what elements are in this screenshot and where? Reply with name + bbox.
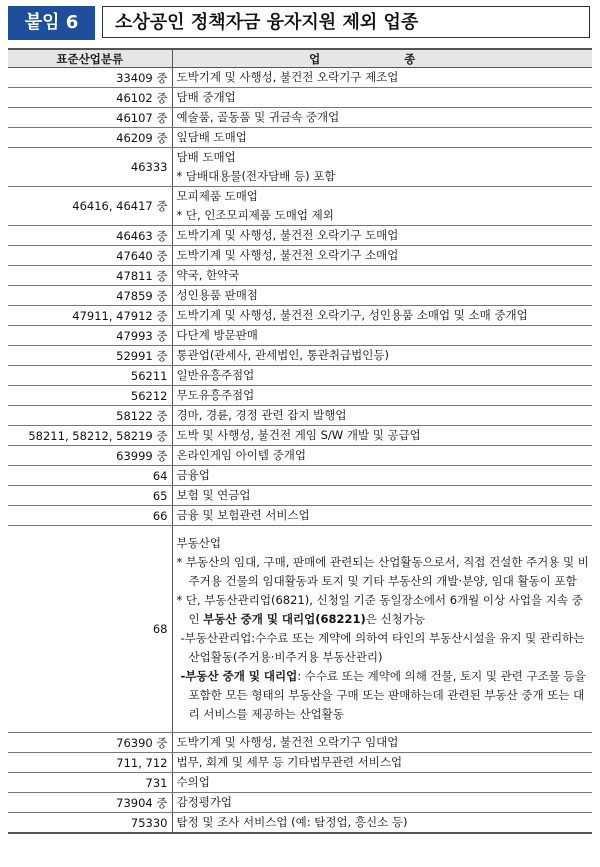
table-row — [8, 406, 592, 426]
table-row — [8, 793, 592, 813]
industry-code: 66 — [8, 506, 172, 526]
industry-name: 금융 및 보험관련 서비스업 — [176, 508, 310, 522]
table-row — [8, 226, 592, 246]
industry-note-exception — [177, 591, 593, 629]
industry-description — [172, 346, 592, 366]
industry-description — [172, 506, 592, 526]
table-row — [8, 108, 592, 128]
table-row — [8, 466, 592, 486]
excluded-industries-table — [8, 48, 592, 834]
industry-description — [172, 266, 592, 286]
industry-code: 68 — [8, 526, 172, 733]
industry-code: 46107 중 — [8, 108, 172, 128]
industry-description — [172, 68, 592, 88]
industry-description — [172, 793, 592, 813]
table-row — [8, 246, 592, 266]
page-title: 소상공인 정책자금 융자지원 제외 업종 — [102, 6, 590, 38]
industry-name: 경마, 경륜, 경정 관련 잡지 발행업 — [176, 408, 347, 422]
industry-code: 47911, 47912 중 — [8, 306, 172, 326]
table-row — [8, 386, 592, 406]
industry-name: 담배 도매업 — [176, 150, 236, 164]
industry-name: 도박기계 및 사행성, 불건전 오락기구 소매업 — [176, 248, 399, 262]
industry-description — [172, 773, 592, 793]
industry-name: 탐정 및 조사 서비스업 (예: 탐정업, 흥신소 등) — [176, 815, 408, 829]
industry-description — [172, 753, 592, 773]
industry-description — [172, 226, 592, 246]
industry-description — [172, 386, 592, 406]
table-row — [8, 346, 592, 366]
table-row — [8, 68, 592, 88]
industry-name: 일반유흥주점업 — [176, 368, 255, 382]
industry-description — [172, 128, 592, 148]
industry-name: 무도유흥주점업 — [176, 388, 255, 402]
industry-name: 수의업 — [176, 775, 210, 789]
table-row — [8, 128, 592, 148]
industry-name: 담배 중개업 — [176, 90, 236, 104]
page-header — [8, 6, 592, 40]
industry-description — [172, 466, 592, 486]
industry-code: 47859 중 — [8, 286, 172, 306]
industry-description — [172, 406, 592, 426]
industry-description — [172, 733, 592, 753]
industry-code: 63999 중 — [8, 446, 172, 466]
table-row — [8, 88, 592, 108]
industry-name: 모피제품 도매업 — [176, 189, 258, 203]
industry-code: 65 — [8, 486, 172, 506]
industry-name: 도박기계 및 사행성, 불건전 오락기구 제조업 — [176, 70, 399, 84]
industry-code: 56211 — [8, 366, 172, 386]
column-header-code: 표준산업분류 — [8, 49, 172, 68]
table-row — [8, 306, 592, 326]
industry-name: 도박 및 사행성, 불건전 게임 S/W 개발 및 공급업 — [176, 428, 421, 442]
industry-description — [172, 286, 592, 306]
detail-bold-text: -부동산 중개 및 대리업 — [180, 669, 298, 683]
industry-description — [172, 108, 592, 128]
industry-code: 58122 중 — [8, 406, 172, 426]
industry-code: 711, 712 — [8, 753, 172, 773]
industry-code: 52991 중 — [8, 346, 172, 366]
industry-note: * 부동산의 임대, 구매, 판매에 관련되는 산업활동으로서, 직접 건설한 주거용 및 비주거용 건물의 임대활동과 토지 및 기타 부동산의 개발·분양, 임대 활동이 포함 — [176, 555, 589, 588]
table-row — [8, 446, 592, 466]
industry-code: 64 — [8, 466, 172, 486]
industry-code: 47993 중 — [8, 326, 172, 346]
industry-name: 잎담배 도매업 — [176, 130, 247, 144]
industry-note: * 단, 인조모피제품 도매업 제외 — [176, 208, 334, 222]
table-row — [8, 486, 592, 506]
industry-code: 33409 중 — [8, 68, 172, 88]
industry-description — [172, 446, 592, 466]
industry-description — [172, 187, 592, 226]
industry-code: 73904 중 — [8, 793, 172, 813]
industry-code: 75330 — [8, 813, 172, 834]
industry-code: 46463 중 — [8, 226, 172, 246]
industry-note: * 담배대용물(전자담배 등) 포함 — [176, 169, 336, 183]
industry-code: 76390 중 — [8, 733, 172, 753]
industry-name: 보험 및 연금업 — [176, 488, 251, 502]
industry-description — [172, 366, 592, 386]
industry-detail: -부동산관리업:수수료 또는 계약에 의하여 타인의 부동산시설을 유지 및 관리하는 산업활동(주거용·비주거용 부동산관리) — [180, 631, 585, 664]
industry-description — [172, 246, 592, 266]
industry-description — [172, 813, 592, 834]
industry-name: 금융업 — [176, 468, 210, 482]
industry-name: 성인용품 판매점 — [176, 288, 258, 302]
industry-name: 예술품, 골동품 및 귀금속 중개업 — [176, 110, 340, 124]
table-row — [8, 773, 592, 793]
industry-code: 46102 중 — [8, 88, 172, 108]
table-header-row — [8, 49, 592, 68]
industry-description — [172, 326, 592, 346]
industry-description — [172, 306, 592, 326]
industry-code: 731 — [8, 773, 172, 793]
industry-description — [172, 486, 592, 506]
industry-name: 감정평가업 — [176, 795, 233, 809]
table-row — [8, 187, 592, 226]
table-row — [8, 753, 592, 773]
industry-name: 다단계 방문판매 — [176, 328, 258, 342]
industry-description — [172, 526, 592, 733]
table-row — [8, 286, 592, 306]
table-row — [8, 813, 592, 834]
industry-name: 도박기계 및 사행성, 불건전 오락기구, 성인용품 소매업 및 소매 중개업 — [176, 308, 528, 322]
industry-name: 부동산업 — [176, 536, 221, 550]
table-row — [8, 366, 592, 386]
industry-code: 58211, 58212, 58219 중 — [8, 426, 172, 446]
industry-code: 56212 — [8, 386, 172, 406]
industry-name: 통관업(관세사, 관세법인, 통관취급법인등) — [176, 348, 389, 362]
table-row — [8, 326, 592, 346]
industry-name: 약국, 한약국 — [176, 268, 240, 282]
detail-text: : 수수료 또는 계약에 의해 건물, 토지 및 관련 구조물 등을 포함한 모든 형태의 부동산을 구매 또는 판매하는데 관련된 부동산 중개 또는 대리 서비스를 제공하는 산업활동 — [188, 669, 586, 721]
industry-description — [172, 148, 592, 187]
industry-code: 47811 중 — [8, 266, 172, 286]
industry-code: 47640 중 — [8, 246, 172, 266]
industry-name: 법무, 회계 및 세무 등 기타법무관련 서비스업 — [176, 755, 403, 769]
industry-description — [172, 426, 592, 446]
note-bold-text: 부동산 중개 및 대리업(68221) — [203, 612, 366, 626]
table-row — [8, 148, 592, 187]
industry-code: 46416, 46417 중 — [8, 187, 172, 226]
industry-name: 도박기계 및 사행성, 불건전 오락기구 도매업 — [176, 228, 399, 242]
column-header-industry: 업 종 — [172, 49, 592, 68]
industry-description — [172, 88, 592, 108]
attachment-badge: 붙임 6 — [8, 6, 95, 40]
table-row — [8, 506, 592, 526]
table-row — [8, 426, 592, 446]
industry-code: 46333 — [8, 148, 172, 187]
industry-detail — [177, 667, 593, 724]
note-text: * 단, 부동산관리업(6821), 신청일 기준 동일장소에서 6개월 이상 사업을 지속 중인 — [176, 593, 583, 626]
industry-name: 도박기계 및 사행성, 불건전 오락기구 임대업 — [176, 735, 399, 749]
industry-code: 46209 중 — [8, 128, 172, 148]
table-row — [8, 266, 592, 286]
note-text: 은 신청가능 — [365, 612, 425, 626]
table-row — [8, 733, 592, 753]
table-row-realestate — [8, 526, 592, 733]
industry-name: 온라인게임 아이템 중개업 — [176, 448, 307, 462]
